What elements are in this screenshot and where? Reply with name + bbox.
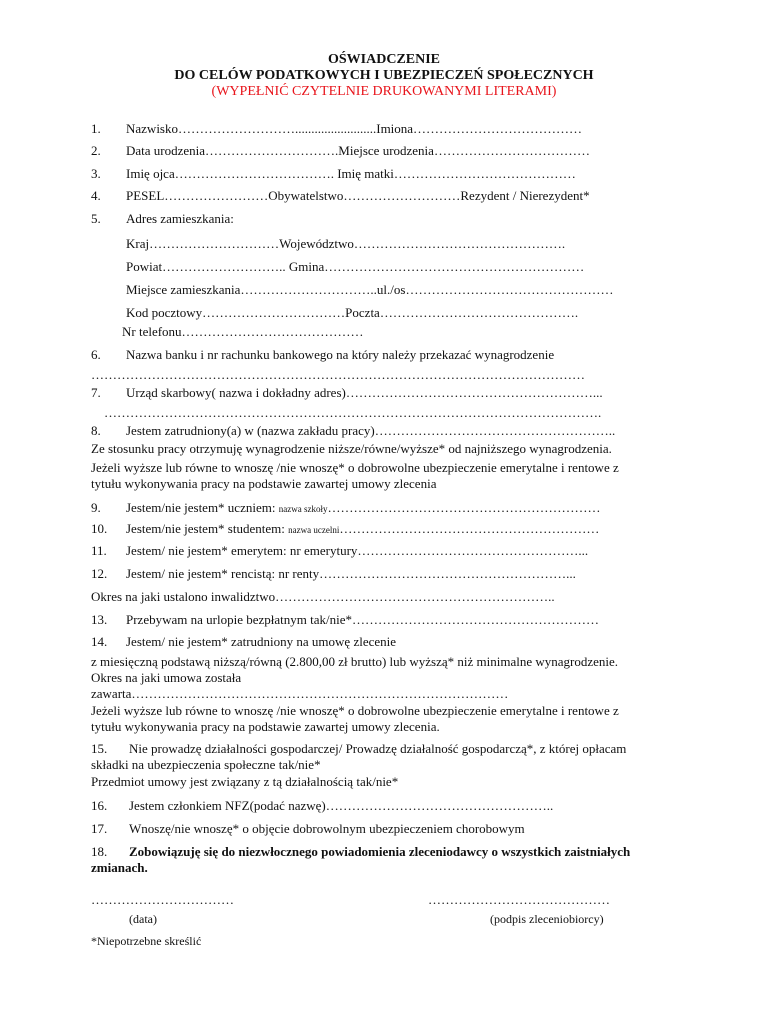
item-number-5: 5. xyxy=(91,211,101,226)
school-dots: ……………………………………………………… xyxy=(327,500,601,515)
date-label: (data) xyxy=(129,912,157,926)
field-birth-date-place[interactable]: Data urodzenia………………………….Miejsce urodzenia……………………………… xyxy=(126,143,590,158)
business-related-text: Przedmiot umowy jest związany z tą działalnością tak/nie* xyxy=(91,774,399,789)
contract-insurance-text-2: tytułu wykonywania pracy na podstawie zawartej umowy zlecenia. xyxy=(91,719,440,734)
school-name-hint: nazwa szkoły xyxy=(278,504,328,514)
obligation-statement: Zobowiązuję się do niezwłocznego powiadomienia zleceniodawcy o wszystkich zaistniałych xyxy=(129,844,631,859)
item-number-9: 9. xyxy=(91,500,101,515)
contract-salary-text: z miesięczną podstawą niższą/równą (2.800,00 zł brutto) lub wyższą* niż minimalne wynagrodzenie. xyxy=(91,654,619,669)
field-county-commune[interactable]: Powiat……………………….. Gmina…………………………………………………… xyxy=(126,259,585,274)
field-phone[interactable]: Nr telefonu…………………………………… xyxy=(122,324,364,339)
item-number-17: 17. xyxy=(91,821,108,836)
contract-employment-label: Jestem/ nie jestem* zatrudniony na umowę zlecenie xyxy=(126,634,397,649)
date-field[interactable]: …………………………… xyxy=(91,892,234,907)
item-number-14: 14. xyxy=(91,634,108,649)
item-number-8: 8. xyxy=(91,423,101,438)
field-pesel-citizenship[interactable]: PESEL……………………Obywatelstwo………………………Rezydent / Nierezydent* xyxy=(126,188,590,203)
form-instruction: (WYPEŁNIĆ CZYTELNIE DRUKOWANYMI LITERAMI) xyxy=(211,84,557,99)
school-label: Jestem/nie jestem* uczniem: xyxy=(126,500,279,515)
field-bank-account[interactable]: …………………………………………………………………………………………………… xyxy=(91,367,585,382)
field-employer[interactable]: Jestem zatrudniony(a) w (nazwa zakładu pracy)……………………………………………….. xyxy=(126,423,616,438)
university-label: Jestem/nie jestem* studentem: xyxy=(126,521,289,536)
business-activity-text: Nie prowadzę działalności gospodarczej/ Prowadzę działalność gospodarczą*, z której opłacam xyxy=(129,741,627,756)
field-residence-street[interactable]: Miejsce zamieszkania…………………………..ul./os………………………………………… xyxy=(126,282,614,297)
obligation-statement-2: zmianach. xyxy=(91,860,148,875)
field-disability-pension-number[interactable]: Jestem/ nie jestem* rencistą: nr renty…………………………………………………... xyxy=(126,566,576,581)
signature-field[interactable]: …………………………………… xyxy=(428,892,610,907)
bank-account-label: Nazwa banku i nr rachunku bankowego na który należy przekazać wynagrodzenie xyxy=(126,347,555,362)
contract-insurance-text: Jeżeli wyższe lub równe to wnoszę /nie wnoszę* o dobrowolne ubezpieczenie emerytalne i rentowe z xyxy=(91,703,619,718)
field-tax-office-line[interactable]: ……………………………………………………………………………………………………. xyxy=(104,405,602,420)
item-number-10: 10. xyxy=(91,521,108,536)
field-parents-names[interactable]: Imię ojca………………………………. Imię matki…………………………………… xyxy=(126,166,576,181)
field-student-university[interactable] xyxy=(126,521,599,538)
signature-label: (podpis zleceniobiorcy) xyxy=(490,912,604,926)
field-tax-office[interactable]: Urząd skarbowy( nazwa i dokładny adres)…………………………………………………... xyxy=(126,385,603,400)
item-number-12: 12. xyxy=(91,566,108,581)
item-number-7: 7. xyxy=(91,385,101,400)
field-student-school[interactable] xyxy=(126,500,600,517)
field-nfz-member[interactable]: Jestem członkiem NFZ(podać nazwę)…………………………………………….. xyxy=(129,798,554,813)
employment-salary-text: Ze stosunku pracy otrzymuję wynagrodzenie niższe/równe/wyższe* od najniższego wynagrodzenia. xyxy=(91,441,612,456)
form-title: OŚWIADCZENIE xyxy=(327,52,441,67)
sickness-insurance-text: Wnoszę/nie wnoszę* o objęcie dobrowolnym ubezpieczeniem chorobowym xyxy=(129,821,525,836)
item-number-3: 3. xyxy=(91,166,101,181)
field-postal-code-post[interactable]: Kod pocztowy……………………………Poczta………………………………………. xyxy=(126,305,579,320)
business-contributions-text: składki na ubezpieczenia społeczne tak/nie* xyxy=(91,757,321,772)
contract-period-label: Okres na jaki umowa została xyxy=(91,670,242,685)
item-number-16: 16. xyxy=(91,798,108,813)
university-dots: …………………………………………………… xyxy=(339,521,600,536)
field-pension-number[interactable]: Jestem/ nie jestem* emerytem: nr emerytury……………………………………………... xyxy=(126,543,589,558)
university-name-hint: nazwa uczelni xyxy=(288,525,340,535)
item-number-6: 6. xyxy=(91,347,101,362)
field-country-voivodeship[interactable]: Kraj…………………………Województwo…………………………………………. xyxy=(126,236,566,251)
item-number-13: 13. xyxy=(91,612,108,627)
item-number-2: 2. xyxy=(91,143,101,158)
address-heading: Adres zamieszkania: xyxy=(126,211,234,226)
footnote: *Niepotrzebne skreślić xyxy=(91,934,202,948)
item-number-15: 15. xyxy=(91,741,108,756)
field-unpaid-leave[interactable]: Przebywam na urlopie bezpłatnym tak/nie*………………………………………………… xyxy=(126,612,599,627)
item-number-1: 1. xyxy=(91,121,101,136)
item-number-11: 11. xyxy=(91,543,107,558)
field-surname-names[interactable]: Nazwisko……………………….........................Imiona………………………………… xyxy=(126,121,583,136)
employment-insurance-text-2: tytułu wykonywania pracy na podstawie zawartej umowy zlecenia xyxy=(91,476,437,491)
item-number-4: 4. xyxy=(91,188,101,203)
form-header xyxy=(0,52,768,100)
field-contract-period[interactable]: zawarta…………………………………………………………………………… xyxy=(91,686,509,701)
employment-insurance-text: Jeżeli wyższe lub równe to wnoszę /nie wnoszę* o dobrowolne ubezpieczenie emerytalne i rentowe z xyxy=(91,460,619,475)
form-subtitle: DO CELÓW PODATKOWYCH I UBEZPIECZEŃ SPOŁECZNYCH xyxy=(174,68,594,83)
item-number-18: 18. xyxy=(91,844,108,859)
field-disability-period[interactable]: Okres na jaki ustalono inwalidztwo……………………………………………………….. xyxy=(91,589,555,604)
